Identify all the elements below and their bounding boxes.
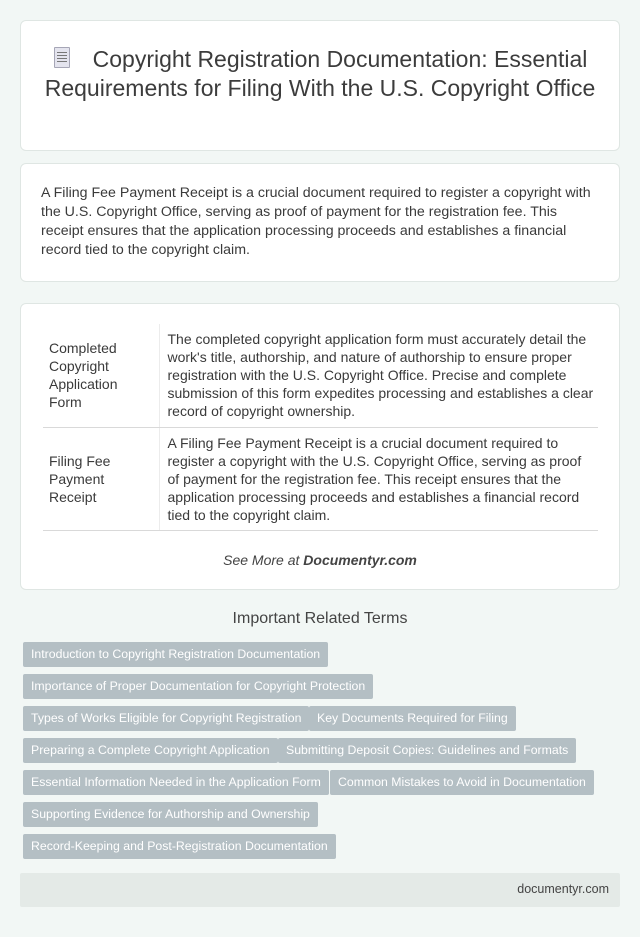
documents-table-card <box>20 303 620 590</box>
related-term-tag[interactable]: Types of Works Eligible for Copyright Registration <box>23 706 309 731</box>
related-term-tag[interactable]: Key Documents Required for Filing <box>309 706 516 731</box>
related-term-tag[interactable]: Submitting Deposit Copies: Guidelines and Formats <box>278 738 576 763</box>
related-term-tag[interactable]: Introduction to Copyright Registration Documentation <box>23 642 328 667</box>
row-label: Completed Copyright Application Form <box>43 324 159 427</box>
related-term-tag[interactable]: Supporting Evidence for Authorship and Ownership <box>23 802 318 827</box>
row-description: A Filing Fee Payment Receipt is a crucial document required to register a copyright with the U.S. Copyright Office, serving as proof of payment for the registration fee. This receipt ensures that the application processing proceeds and establishes a financial record tied to the copyright claim. <box>159 427 598 530</box>
document-icon <box>53 47 71 69</box>
table-row <box>43 427 598 530</box>
related-term-tag[interactable]: Common Mistakes to Avoid in Documentation <box>330 770 594 795</box>
related-term-tag[interactable]: Preparing a Complete Copyright Application <box>23 738 278 763</box>
footer <box>20 873 620 907</box>
related-terms-heading: Important Related Terms <box>232 610 408 627</box>
related-term-tag[interactable]: Importance of Proper Documentation for Copyright Protection <box>23 674 373 699</box>
row-label: Filing Fee Payment Receipt <box>43 427 159 530</box>
see-more-link[interactable]: Documentyr.com <box>303 552 417 568</box>
related-term-tag[interactable]: Record-Keeping and Post-Registration Documentation <box>23 834 336 859</box>
documents-table <box>43 324 598 531</box>
page-title-text: Copyright Registration Documentation: Essential Requirements for Filing With the U.S. Copyright Office <box>44 46 596 101</box>
title-card <box>20 20 620 151</box>
related-term-tag[interactable]: Essential Information Needed in the Application Form <box>23 770 329 795</box>
footer-site[interactable]: documentyr.com <box>517 882 609 896</box>
see-more <box>21 552 619 568</box>
row-description: The completed copyright application form must accurately detail the work's title, authorship, and nature of authorship to ensure proper registration with the U.S. Copyright Office. Precise and complete submission of this form expedites processing and establishes a clear record of copyright ownership. <box>159 324 598 427</box>
see-more-prefix: See More at <box>223 552 304 568</box>
table-row <box>43 324 598 427</box>
summary-text: A Filing Fee Payment Receipt is a crucial document required to register a copyright with the U.S. Copyright Office, serving as proof of payment for the registration fee. This receipt ensures that the application processing proceeds and establishes a financial record tied to the copyright claim. <box>41 185 591 258</box>
page-title <box>41 45 599 103</box>
summary-card <box>20 163 620 282</box>
